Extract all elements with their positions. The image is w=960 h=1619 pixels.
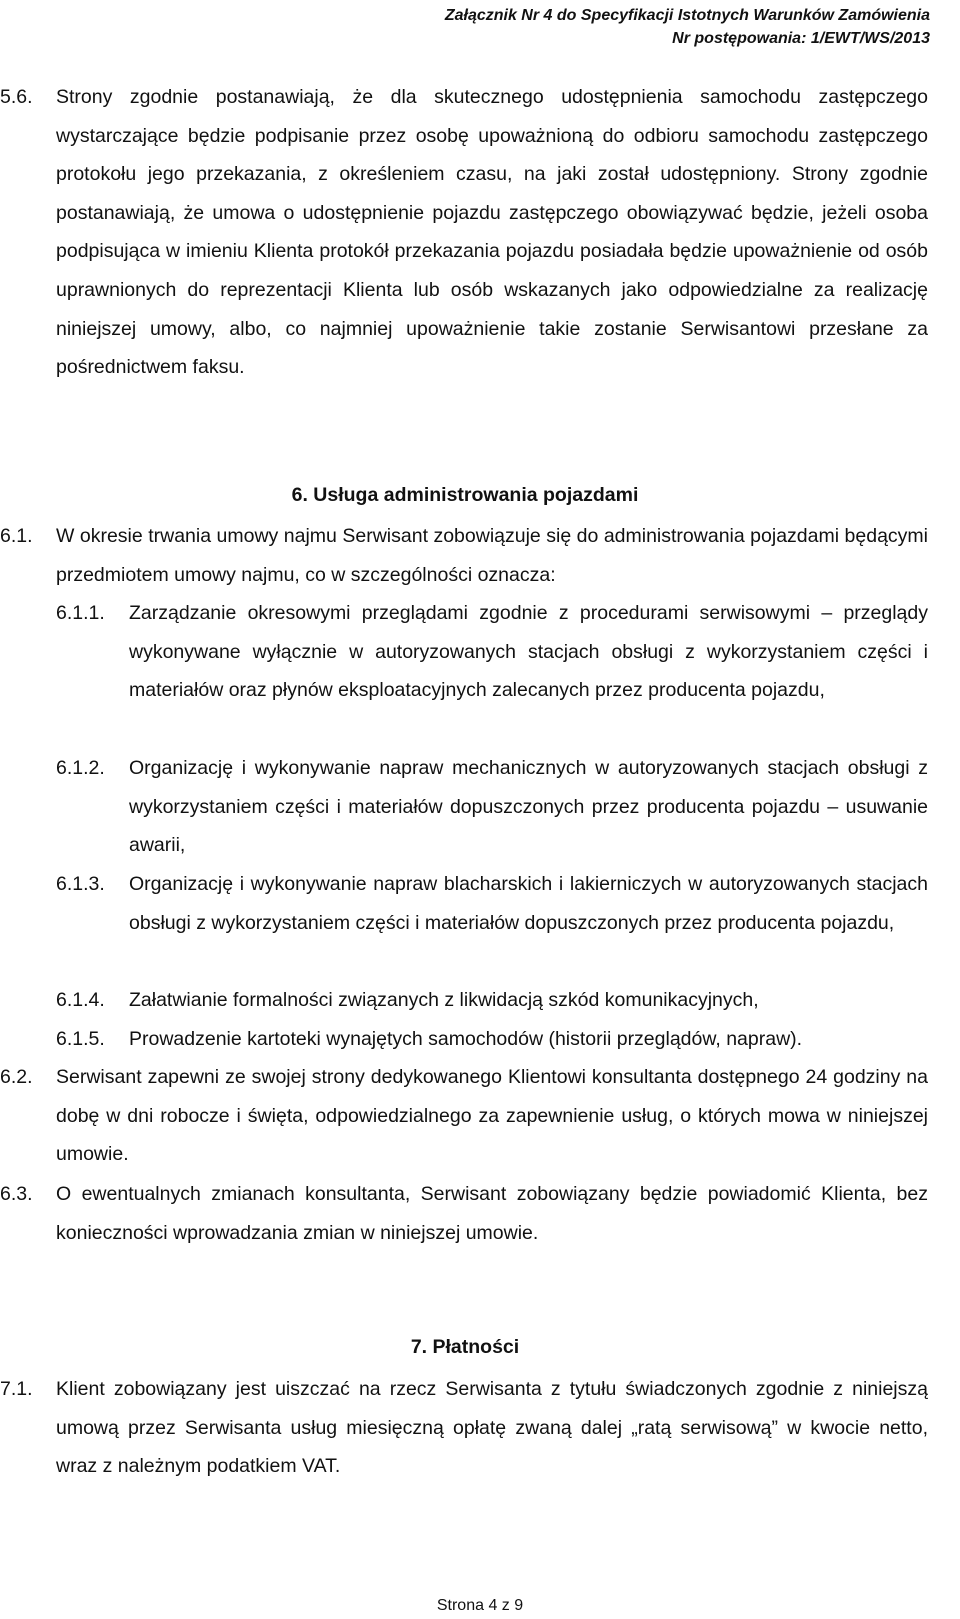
section-heading-7: 7. Płatności bbox=[410, 1336, 520, 1358]
section-heading-6: 6. Usługa administrowania pojazdami bbox=[291, 484, 639, 506]
paragraph-text: Serwisant zapewni ze swojej strony dedykowanego Klientowi konsultanta dostępnego 24 godziny na dobę w dni robocze i święta, odpowiedzialnego za zapewnienie usług, o których mowa w niniejszej umowie. bbox=[56, 1066, 928, 1166]
paragraph-number: 6.2. bbox=[0, 1066, 33, 1088]
paragraph-number: 6.1.4. bbox=[56, 989, 105, 1011]
paragraph-number: 6.3. bbox=[0, 1183, 33, 1205]
header-procedure-number: Nr postępowania: 1/EWT/WS/2013 bbox=[672, 30, 930, 47]
paragraph-number: 5.6. bbox=[0, 86, 33, 108]
paragraph-text: Organizację i wykonywanie napraw blacharskich i lakierniczych w autoryzowanych stacjach obsługi z wykorzystaniem części i materiałów dopuszczonych przez producenta pojazdu, bbox=[129, 873, 928, 934]
paragraph-text: O ewentualnych zmianach konsultanta, Serwisant zobowiązany będzie powiadomić Klienta, bez konieczności wprowadzania zmian w niniejszej umowie. bbox=[56, 1183, 928, 1244]
paragraph-text: Załatwianie formalności związanych z likwidacją szkód komunikacyjnych, bbox=[129, 989, 759, 1011]
paragraph-text: W okresie trwania umowy najmu Serwisant zobowiązuje się do administrowania pojazdami będącymi przedmiotem umowy najmu, co w szczególności oznacza: bbox=[56, 525, 928, 586]
paragraph-number: 6.1.2. bbox=[56, 757, 105, 779]
paragraph-text: Organizację i wykonywanie napraw mechanicznych w autoryzowanych stacjach obsługi z wykorzystaniem części i materiałów dopuszczonych przez producenta pojazdu – usuwanie awarii, bbox=[129, 757, 928, 857]
header-annex-title: Załącznik Nr 4 do Specyfikacji Istotnych Warunków Zamówienia bbox=[444, 7, 930, 24]
paragraph-number: 6.1. bbox=[0, 525, 33, 547]
paragraph-number: 6.1.3. bbox=[56, 873, 105, 895]
document-header bbox=[445, 4, 930, 50]
paragraph-text: Klient zobowiązany jest uiszczać na rzecz Serwisanta z tytułu świadczonych zgodnie z niniejszą umową przez Serwisanta usług miesięczną opłatę zwaną dalej „ratą serwisową” w kwocie netto, wraz z należnym podatkiem VAT. bbox=[56, 1378, 928, 1478]
paragraph-text: Zarządzanie okresowymi przeglądami zgodnie z procedurami serwisowymi – przeglądy wykonywane wyłącznie w autoryzowanych stacjach obsługi z wykorzystaniem części i materiałów oraz płynów eksploatacyjnych zalecanych przez producenta pojazdu, bbox=[129, 602, 928, 702]
paragraph-number: 7.1. bbox=[0, 1378, 33, 1400]
page-number-footer: Strona 4 z 9 bbox=[436, 1597, 524, 1614]
paragraph-number: 6.1.1. bbox=[56, 602, 105, 624]
paragraph-number: 6.1.5. bbox=[56, 1028, 105, 1050]
paragraph-text: Strony zgodnie postanawiają, że dla skutecznego udostępnienia samochodu zastępczego wystarczające będzie podpisanie przez osobę upoważnioną do odbioru samochodu zastępczego protokołu jego przekazania, z określeniem czasu, na jaki został udostępniony. Strony zgodnie postanawiają, że umowa o udostępnienie pojazdu zastępczego obowiązywać będzie, jeżeli osoba podpisująca w imieniu Klienta protokół przekazania pojazdu posiadała będzie upoważnienie od osób uprawnionych do reprezentacji Klienta lub osób wskazanych jako odpowiedzialne za realizację niniejszej umowy, albo, co najmniej upoważnienie takie zostanie Serwisantowi przesłane za pośrednictwem faksu. bbox=[56, 86, 928, 379]
paragraph-text: Prowadzenie kartoteki wynajętych samochodów (historii przeglądów, napraw). bbox=[129, 1028, 803, 1050]
